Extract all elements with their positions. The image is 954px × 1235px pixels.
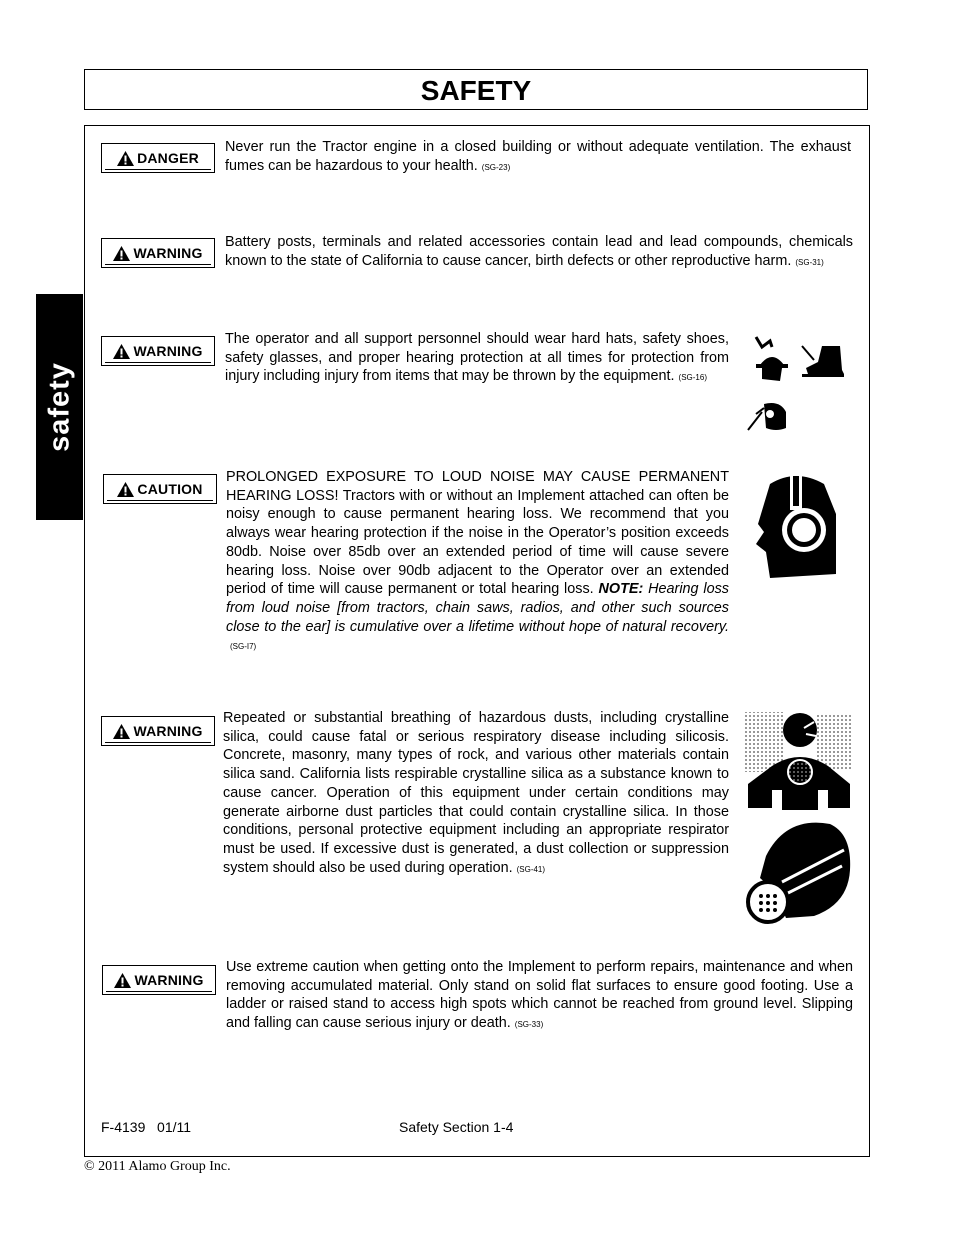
message-text: PROLONGED EXPOSURE TO LOUD NOISE MAY CAUSE PERMANENT HEARING LOSS! Tractors with or without an Implement attached can often be noisy enough to cause permanent hearing loss. We recommend that you always wear hearing protection if the noise in the Operator’s position exceeds 80db. Noise over 85db over an extended period of time will cause severe hearing loss. Noise over 90db adjacent to the Operator over an extended period of time will cause permanent or total hearing loss. <box>226 469 729 598</box>
alert-triangle-icon <box>117 482 134 497</box>
note-label: NOTE: <box>598 581 644 598</box>
alert-triangle-icon <box>117 151 134 166</box>
battery-warning-message <box>225 233 853 272</box>
alert-triangle-icon <box>113 724 130 739</box>
message-code: (SG-I7) <box>230 642 257 652</box>
caution-label <box>103 474 217 504</box>
section-page: Safety Section 1-4 <box>399 1119 514 1135</box>
signal-word: CAUTION <box>137 481 203 497</box>
signal-word: WARNING <box>134 972 204 988</box>
ppe-warning-message <box>225 330 729 388</box>
message-text: Battery posts, terminals and related accessories contain lead and lead compounds, chemicals known to the state of California to cause cancer, birth defects or other reproductive harm. <box>225 234 853 269</box>
ear-protection-icon <box>756 474 838 580</box>
message-code: (SG-16) <box>678 373 707 383</box>
safety-glasses-icon <box>746 402 788 432</box>
danger-label <box>101 143 215 173</box>
hard-hat-icon <box>750 335 794 383</box>
dust-breathing-icon <box>744 710 852 810</box>
note-text: Hearing loss from loud noise [from tractors, chain saws, radios, and other such sources close to the ear] is cumulative over a lifetime without hope of natural recovery. <box>226 581 729 635</box>
climbing-warning-message <box>226 958 853 1035</box>
page-title-text: SAFETY <box>420 75 532 106</box>
copyright: © 2011 Alamo Group Inc. <box>84 1159 231 1174</box>
page-title <box>84 69 868 110</box>
alert-triangle-icon <box>113 344 130 359</box>
signal-word: WARNING <box>133 723 203 739</box>
signal-word: WARNING <box>133 245 203 261</box>
safety-shoe-icon <box>800 344 846 377</box>
message-code: (SG-41) <box>516 864 546 874</box>
signal-word: DANGER <box>137 150 199 166</box>
warning-label <box>102 965 216 995</box>
message-code: (SG-23) <box>481 162 511 172</box>
side-tab <box>36 294 83 520</box>
warning-label <box>101 336 215 366</box>
message-text: Repeated or substantial breathing of hazardous dusts, including crystalline silica, could cause fatal or serious respiratory disease including silicosis. Concrete, masonry, many types of rock, and various other materials contain silica sand. California lists respirable crystalline silica as a substance known to cause cancer. Operation of this equipment under certain conditions may generate airborne dust particles that could contain crystalline silica. In those conditions, personal protective equipment including an appropriate respirator must be used. If excessive dust is generated, a dust collection or suppression system should also be used during operation. <box>223 710 729 876</box>
message-code: (SG-33) <box>514 1020 544 1030</box>
message-text: Never run the Tractor engine in a closed building or without adequate ventilation. The exhaust fumes can be hazardous to your health. <box>225 139 851 174</box>
form-number: F-4139 01/11 <box>101 1119 192 1135</box>
message-code: (SG-31) <box>795 257 824 267</box>
alert-triangle-icon <box>114 973 131 988</box>
respirator-icon <box>746 818 852 924</box>
danger-message <box>225 138 851 177</box>
silica-warning-message <box>223 709 729 879</box>
noise-caution-message <box>226 468 729 657</box>
warning-label <box>101 716 215 746</box>
message-text: Use extreme caution when getting onto the Implement to perform repairs, maintenance and when removing accumulated material. Only stand on solid flat surfaces to ensure good footing. Use a ladder or raised stand to access high spots which cannot be reached from ground level. Slipping and falling can cause serious injury or death. <box>226 959 853 1032</box>
side-tab-label: safety <box>43 362 75 452</box>
message-text: The operator and all support personnel should wear hard hats, safety shoes, safety glasses, and proper hearing protection at all times for protection from injury including injury from items that may be thrown by the equipment. <box>225 331 729 385</box>
alert-triangle-icon <box>113 246 130 261</box>
warning-label <box>101 238 215 268</box>
signal-word: WARNING <box>133 343 203 359</box>
